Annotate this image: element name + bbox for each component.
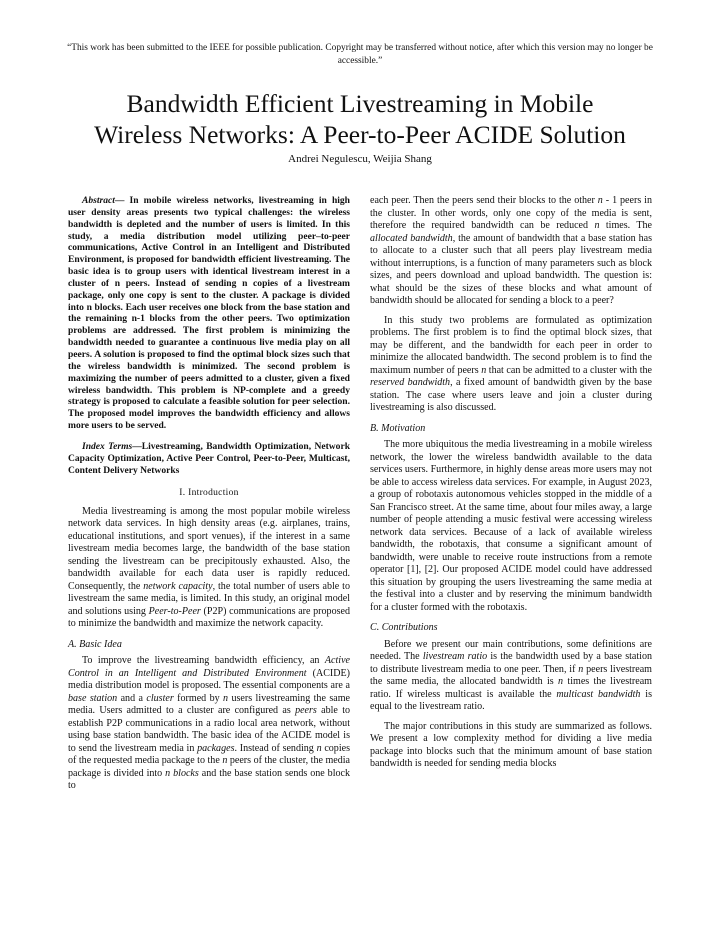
section-heading-introduction: I. Introduction: [179, 488, 239, 499]
contributions-paragraph-2: The major contributions in this study are summarized as follows. We present a low complexity method for dividing a live media package into blocks such that the minimum amount of base station bandwidth is needed for sending media blocks: [370, 720, 652, 769]
authors: Andrei Negulescu, Weijia Shang: [288, 153, 432, 165]
abstract-text: — In mobile wireless networks, livestreaming in high user density areas presents two typical challenges: the wireless bandwidth is depleted and the number of users is limited. In this study, a media distribution model utilizing peer–to-peer communications, Active Control in an Intelligent and Distributed Environment, is proposed for bandwidth efficient livestreaming. The basic idea is to group users with identical livestream interest in a cluster of n peers. Instead of sending n copies of a livestream package, only one copy is sent to the cluster. A package is divided into n blocks. Each user receives one block from the base station and the remaining n-1 blocks from the other peers. Two optimization problems are addressed. The first problem is minimizing the bandwidth needed to guarantee a continuous live media play on all peers. A solution is proposed to find the optimal block sizes such that the wireless bandwidth is minimized. The second problem is maximizing the number of peers admitted to a cluster, given a fixed wireless bandwidth. This problem is NP-complete and a greedy strategy is proposed to calculate a feasible solution for peer selection. The proposed model improves the bandwidth efficiency and allows more users to be served.: [68, 195, 350, 432]
abstract: [68, 195, 350, 432]
index-terms: [68, 441, 350, 477]
basic-idea-continuation: each peer. Then the peers send their blocks to the other n - 1 peers in the cluster. In other words, only one copy of the media is sent, therefore the required bandwidth can be reduced n times. The allocated bandwidth, the amount of bandwidth that a base station has to allocate to a cluster such that all peers play livestream media without interruptions, is a function of many parameters such as block sizes, and peers download and upload bandwidth. The question is: what should be the sizes of these blocks and what amount of bandwidth should be allocated for sending a block to a peer?: [370, 195, 652, 306]
title-line-1: Bandwidth Efficient Livestreaming in Mobile: [126, 89, 594, 118]
subsection-heading-basic-idea: A. Basic Idea: [68, 638, 122, 650]
problems-paragraph: In this study two problems are formulated as optimization problems. The first problem is to find the optimal block sizes, that may be different, and the bandwidth for each peer in order to minimize the allocated bandwidth. The second problem is to find the maximum number of peers n that can be admitted to a cluster with the reserved bandwidth, a fixed amount of bandwidth given by the base station. The case where users leave and join a cluster during livestreaming is also discussed.: [370, 314, 652, 413]
index-terms-label: Index Terms: [82, 440, 133, 452]
left-column: [68, 195, 350, 793]
basic-idea-paragraph: To improve the livestreaming bandwidth efficiency, an Active Control in an Intelligent and Distributed Environment (ACIDE) media distribution model is proposed. The essential components are a base station and a cluster formed by n users livestreaming the same media. Users admitted to a cluster are configured as peers able to establish P2P communications in a radio local area network, without using base station bandwidth. The basic idea of the ACIDE model is to send the livestream media in packages. Instead of sending n copies of the requested media package to the n peers of the cluster, the media package is divided into n blocks and the base station sends one block to: [68, 655, 351, 792]
subsection-heading-motivation: B. Motivation: [370, 422, 426, 434]
copyright-notice: “This work has been submitted to the IEEE for possible publication. Copyright may be transferred without notice, after which this version may no longer be accessible.”: [67, 43, 653, 66]
intro-paragraph: Media livestreaming is among the most popular mobile wireless network data services. In high density areas (e.g. airplanes, trains, educational institutions, and sport venues), if the interest in a same livestream media becomes large, the bandwidth of the base station sending the livestream can be precipitously exhausted. Also, the bandwidth available for each data user is rapidly reduced. Consequently, the network capacity, the total number of users able to livestream the same media, is limited. In this study, an original model and solutions using Peer-to-Peer (P2P) communications are proposed to minimize the bandwidth and maximize the network capacity.: [68, 505, 350, 630]
paper-title: [30, 88, 690, 150]
index-terms-text: —Livestreaming, Bandwidth Optimization, Network Capacity Optimization, Active Peer Control, Peer-to-Peer, Multicast, Content Delivery Networks: [68, 440, 350, 476]
motivation-paragraph: The more ubiquitous the media livestreaming in a mobile wireless network, the lower the wireless bandwidth available to the data services users. Furthermore, in highly dense areas more users may not be able to access wireless data services. For example, in August 2023, a group of robotaxis autonomous vehicles stopped in the middle of a San Francisco street. At the same time, about four miles away, a large number of people attending a music festival were accessing wireless network data services. Because of a lack of available wireless bandwidth, the robotaxis, that consume a significant amount of bandwidth, were unable to receive route instructions from a remote operator [1], [2]. Our proposed ACIDE model could have addressed this situation by grouping the users livestreaming the same media at the festival into a cluster and by reserving the minimum bandwidth for a cluster formed with the robotaxis.: [370, 439, 652, 613]
contributions-paragraph-1: Before we present our main contributions, some definitions are needed. The livestream ratio is the bandwidth used by a base station to distribute livestream media to one peer. Then, if n peers livestream the same media, the allocated bandwidth is n times the livestream ratio. If wireless multicast is available the multicast bandwidth is equal to the livestream ratio.: [370, 638, 652, 712]
abstract-label: Abstract: [82, 195, 115, 206]
subsection-heading-contributions: C. Contributions: [370, 622, 438, 633]
right-column: [370, 195, 652, 771]
title-line-2: Wireless Networks: A Peer-to-Peer ACIDE Solution: [94, 120, 626, 149]
